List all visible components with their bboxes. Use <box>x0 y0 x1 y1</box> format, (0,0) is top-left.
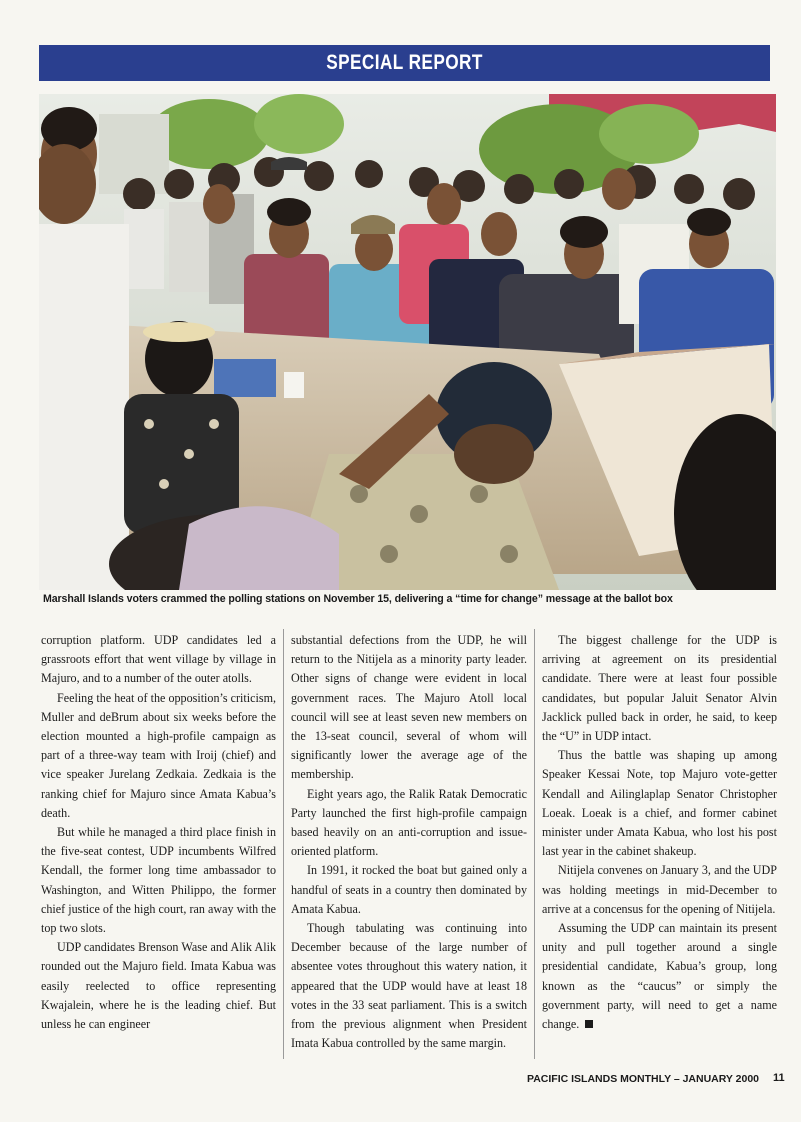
paragraph: The biggest challenge for the UDP is arriving at agreement on its presidential candidate. There were at least four possible candidates, but popular Jaluit Senator Alvin Jacklick pulled back in order, he said, to keep the “U” in UDP intact. <box>542 633 777 744</box>
column-divider <box>283 629 284 1059</box>
paragraph-text: Assuming the UDP can maintain its present unity and pull together around a single presidential candidate, Kabua’s group, long known as the “caucus” or simply the government party, will need to get a name change. <box>542 921 777 1032</box>
section-title: SPECIAL REPORT <box>326 51 483 74</box>
section-banner <box>39 45 770 81</box>
paragraph <box>542 919 777 1034</box>
article-column-2 <box>291 631 527 1053</box>
paragraph: Thus the battle was shaping up among Speaker Kessai Note, top Majuro vote-getter Kendall and Ailinglaplap Senator Christopher Loeak. Loeak is a chief, and former cabinet minister under Amata Kabua, who lost his post last year in the cabinet shakeup. <box>542 748 777 859</box>
article-column-3 <box>542 631 777 1034</box>
photo-caption: Marshall Islands voters crammed the polling stations on November 15, delivering a “time for change” message at the ballot box <box>43 593 673 605</box>
paragraph: corruption platform. UDP candidates led a grassroots effort that went village by village in Majuro, and to a number of the outer atolls. <box>41 633 276 686</box>
paragraph: Eight years ago, the Ralik Ratak Democratic Party launched the first high-profile campaign based heavily on an anti-corruption and issue-oriented platform. <box>291 786 527 859</box>
paragraph: Feeling the heat of the opposition’s criticism, Muller and deBrum about six weeks before the election mounted a high-profile campaign as part of a three-way team with Iroij (chief) and vice speaker Jurelang Zedkaia. Zedkaia is the ranking chief for Majuro since Amata Kabua’s death. <box>41 690 276 820</box>
end-of-article-mark <box>585 1020 593 1028</box>
paragraph: UDP candidates Brenson Wase and Alik Alik rounded out the Majuro field. Imata Kabua was easily reelected to office representing Kwajalein, where he is the leading chief. But unless he can engineer <box>41 940 276 1032</box>
photo-crowd-image <box>39 94 776 590</box>
article-column-1 <box>41 631 276 1034</box>
paragraph: substantial defections from the UDP, he will return to the Nitijela as a minority party leader. Other signs of change were evident in local government races. The Majuro Atoll local council will see at least seven new members on the 13-seat council, several of whom will significantly lower the average age of the membership. <box>291 633 527 782</box>
paragraph: Nitijela convenes on January 3, and the UDP was holding meetings in mid-December to arrive at a concensus for the opening of Nitijela. <box>542 863 777 916</box>
page-number: 11 <box>773 1072 785 1084</box>
paragraph: In 1991, it rocked the boat but gained only a handful of seats in a country then dominated by Amata Kabua. <box>291 863 527 916</box>
paragraph: Though tabulating was continuing into December because of the large number of absentee votes throughout this watery nation, it appeared that the UDP would have at least 18 votes in the 33 seat parliament. This is a switch from the previous alignment when President Imata Kabua controlled by the same margin. <box>291 921 527 1051</box>
footer-publication: PACIFIC ISLANDS MONTHLY – JANUARY 2000 <box>527 1073 760 1085</box>
news-photo <box>39 94 776 590</box>
column-divider <box>534 629 535 1059</box>
paragraph: But while he managed a third place finish in the five-seat contest, UDP incumbents Wilfred Kendall, the former long time ambassador to Washington, and Witten Philippo, the former chief justice of the high court, ran away with the top two slots. <box>41 825 276 936</box>
